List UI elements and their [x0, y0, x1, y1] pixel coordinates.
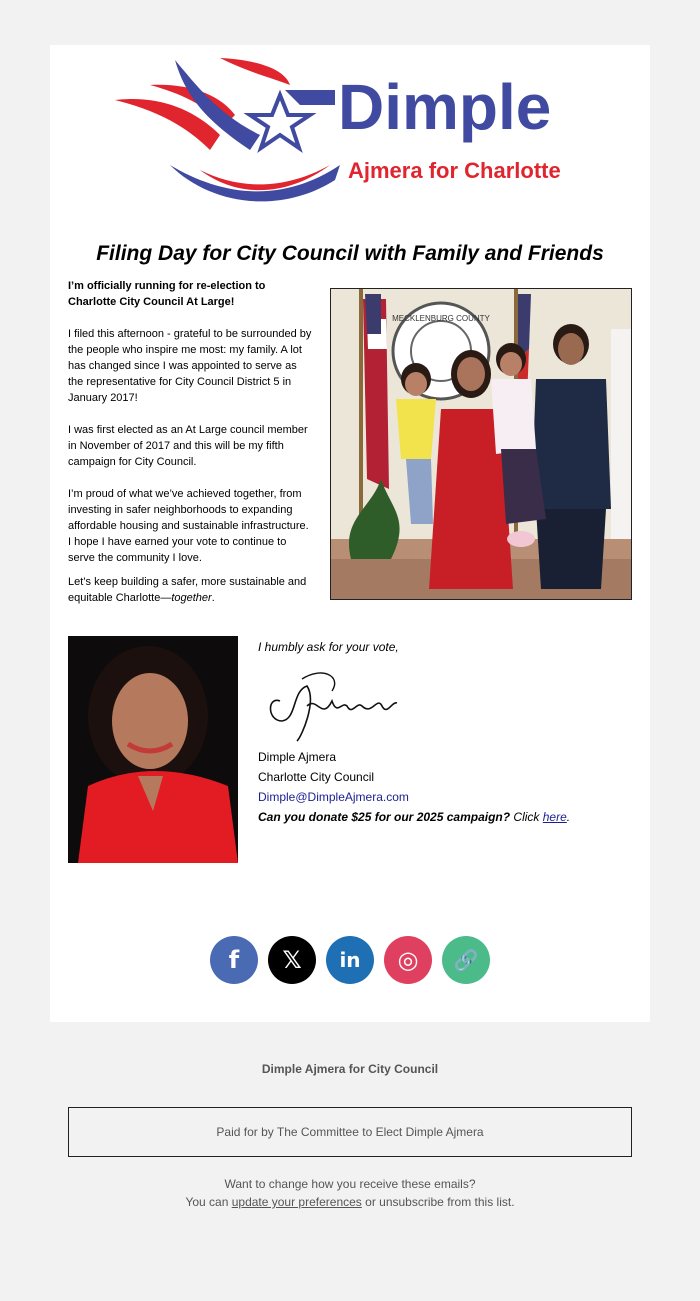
link-icon[interactable]: [442, 936, 490, 984]
facebook-icon-glyph: f: [228, 946, 240, 974]
x-icon-glyph: 𝕏: [282, 946, 302, 974]
x-icon[interactable]: [268, 936, 316, 984]
logo-name-text: Dimple: [338, 71, 552, 143]
linkedin-icon-glyph: in: [339, 948, 361, 972]
signature-block: [258, 637, 638, 824]
donate-link[interactable]: here: [542, 810, 567, 824]
signature-details: [258, 747, 570, 827]
facebook-icon[interactable]: [210, 936, 258, 984]
email-preferences: Want to change how you receive these emails? You can update your preferences or unsubscribe from this list.: [185, 1177, 515, 1209]
paid-for-disclaimer: Paid for by The Committee to Elect Dimple Ajmera: [68, 1107, 632, 1157]
donate-line: Can you donate $25 for our 2025 campaign? Click here.: [258, 810, 571, 824]
linkedin-icon[interactable]: [326, 936, 374, 984]
instagram-icon-glyph: ◎: [397, 946, 419, 974]
campaign-logo[interactable]: [110, 55, 600, 205]
vote-request: I humbly ask for your vote,: [258, 640, 399, 654]
signer-role: Charlotte City Council: [258, 770, 375, 784]
email-link[interactable]: Dimple@DimpleAjmera.com: [258, 790, 409, 804]
body-paragraph-3: I’m proud of what we’ve achieved together, from investing in safer neighborhoods to expanding affordable housing and sustainable infrastructure. I hope I have earned your vote to continue to serve the community I love.: [68, 488, 309, 564]
donate-question: Can you donate $25 for our 2025 campaign?: [258, 810, 511, 824]
candidate-portrait: [68, 636, 238, 863]
handwritten-signature: [262, 661, 402, 746]
family-photo: [330, 288, 632, 600]
family-photo-illustration: [331, 289, 631, 599]
signer-name: Dimple Ajmera: [258, 750, 337, 764]
update-preferences-link[interactable]: update your preferences: [231, 1195, 362, 1209]
email-card: [50, 45, 650, 1022]
body-paragraph-1: I filed this afternoon - grateful to be surrounded by the people who inspire me most: my family. A lot has changed since I was appointed to serve as the representative for City Council District 5 in January 2017!: [68, 328, 312, 404]
link-icon-glyph: 🔗: [453, 948, 479, 972]
flag-star-logo-icon: [110, 55, 340, 205]
logo-subtitle-text: Ajmera for Charlotte: [348, 158, 561, 183]
footer-org-name: Dimple Ajmera for City Council: [261, 1062, 439, 1076]
instagram-icon[interactable]: [384, 936, 432, 984]
body-paragraph-4: Let’s keep building a safer, more sustainable and equitable Charlotte—together.: [68, 576, 307, 604]
email-body: [68, 278, 313, 622]
social-links: [210, 936, 490, 984]
body-paragraph-2: I was first elected as an At Large council member in November of 2017 and this will be my fifth campaign for City Council.: [68, 424, 308, 468]
seal-text: MECKLENBURG COUNTY: [392, 314, 490, 323]
email-headline: Filing Day for City Council with Family and Friends: [96, 242, 604, 265]
intro-paragraph: I’m officially running for re-election to Charlotte City Council At Large!: [68, 280, 266, 308]
candidate-portrait-illustration: [68, 636, 238, 863]
